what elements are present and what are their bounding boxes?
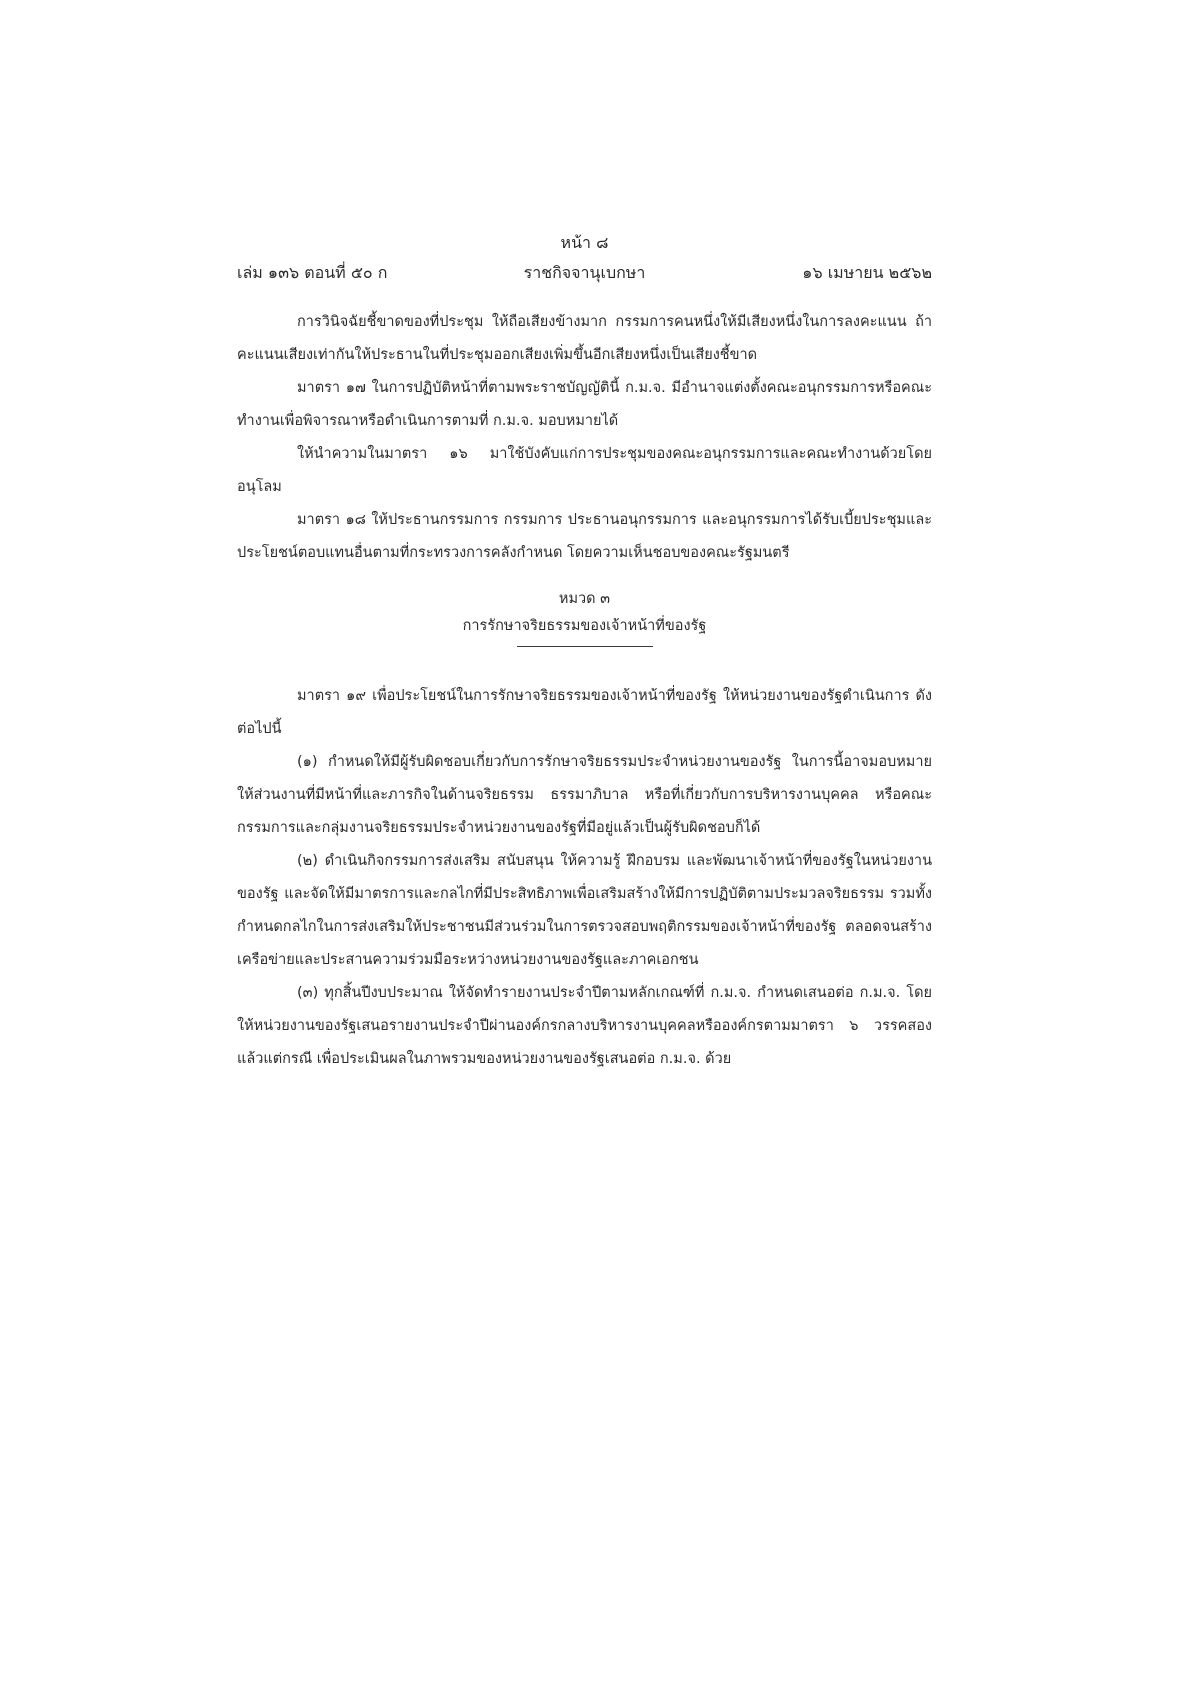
- chapter-divider: [517, 646, 653, 647]
- section-19-item-2: (๒) ดำเนินกิจกรรมการส่งเสริม สนับสนุน ให้ความรู้ ฝึกอบรม และพัฒนาเจ้าหน้าที่ของรัฐในหน่วยงานของรัฐ และจัดให้มีมาตรการและกลไกที่มีประสิทธิภาพเพื่อเสริมสร้างให้มีการปฏิบัติตามประมวลจริยธรรม รวมทั้งกำหนดกลไกในการส่งเสริมให้ประชาชนมีส่วนร่วมในการตรวจสอบพฤติกรรมของเจ้าหน้าที่ของรัฐ ตลอดจนสร้างเครือข่ายและประสานความร่วมมือระหว่างหน่วยงานของรัฐและภาคเอกชน: [237, 853, 932, 968]
- chapter-title: การรักษาจริยธรรมของเจ้าหน้าที่ของรัฐ: [462, 618, 707, 634]
- publication-title: ราชกิจจานุเบกษา: [523, 263, 646, 282]
- page-number: หน้า ๘: [560, 233, 609, 252]
- document-body: [237, 306, 932, 1076]
- section-19-item-1: (๑) กำหนดให้มีผู้รับผิดชอบเกี่ยวกับการรักษาจริยธรรมประจำหน่วยงานของรัฐ ในการนี้อาจมอบหมายให้ส่วนงานที่มีหน้าที่และภารกิจในด้านจริยธรรม ธรรมาภิบาล หรือที่เกี่ยวกับการบริหารงานบุคคล หรือคณะกรรมการและกลุ่มงานจริยธรรมประจำหน่วยงานของรัฐที่มีอยู่แล้วเป็นผู้รับผิดชอบก็ได้: [237, 754, 932, 836]
- publication-date: ๑๖ เมษายน ๒๕๖๒: [802, 263, 932, 282]
- page-header: [237, 262, 932, 284]
- chapter-heading: [237, 586, 932, 647]
- volume-issue: เล่ม ๑๓๖ ตอนที่ ๕๐ ก: [237, 263, 388, 282]
- section-18: มาตรา ๑๘ ให้ประธานกรรมการ กรรมการ ประธานอนุกรรมการ และอนุกรรมการได้รับเบี้ยประชุมและประโยชน์ตอบแทนอื่นตามที่กระทรวงการคลังกำหนด โดยความเห็นชอบของคณะรัฐมนตรี: [237, 512, 932, 561]
- section-19: มาตรา ๑๙ เพื่อประโยชน์ในการรักษาจริยธรรมของเจ้าหน้าที่ของรัฐ ให้หน่วยงานของรัฐดำเนินการ ดังต่อไปนี้: [237, 688, 932, 737]
- section-19-item-3: (๓) ทุกสิ้นปีงบประมาณ ให้จัดทำรายงานประจำปีตามหลักเกณฑ์ที่ ก.ม.จ. กำหนดเสนอต่อ ก.ม.จ. โดยให้หน่วยงานของรัฐเสนอรายงานประจำปีผ่านองค์กรกลางบริหารงานบุคคลหรือองค์กรตามมาตรา ๖ วรรคสอง แล้วแต่กรณี เพื่อประเมินผลในภาพรวมของหน่วยงานของรัฐเสนอต่อ ก.ม.จ. ด้วย: [237, 985, 932, 1067]
- section-17: มาตรา ๑๗ ในการปฏิบัติหน้าที่ตามพระราชบัญญัตินี้ ก.ม.จ. มีอำนาจแต่งตั้งคณะอนุกรรมการหรือคณะทำงานเพื่อพิจารณาหรือดำเนินการตามที่ ก.ม.จ. มอบหมายได้: [237, 380, 932, 429]
- chapter-number: หมวด ๓: [558, 591, 611, 607]
- paragraph-voting: การวินิจฉัยชี้ขาดของที่ประชุม ให้ถือเสียงข้างมาก กรรมการคนหนึ่งให้มีเสียงหนึ่งในการลงคะแนน ถ้าคะแนนเสียงเท่ากันให้ประธานในที่ประชุมออกเสียงเพิ่มขึ้นอีกเสียงหนึ่งเป็นเสียงชี้ขาด: [237, 314, 932, 363]
- section-17-paragraph-2: ให้นำความในมาตรา ๑๖ มาใช้บังคับแก่การประชุมของคณะอนุกรรมการและคณะทำงานด้วยโดยอนุโลม: [237, 446, 932, 495]
